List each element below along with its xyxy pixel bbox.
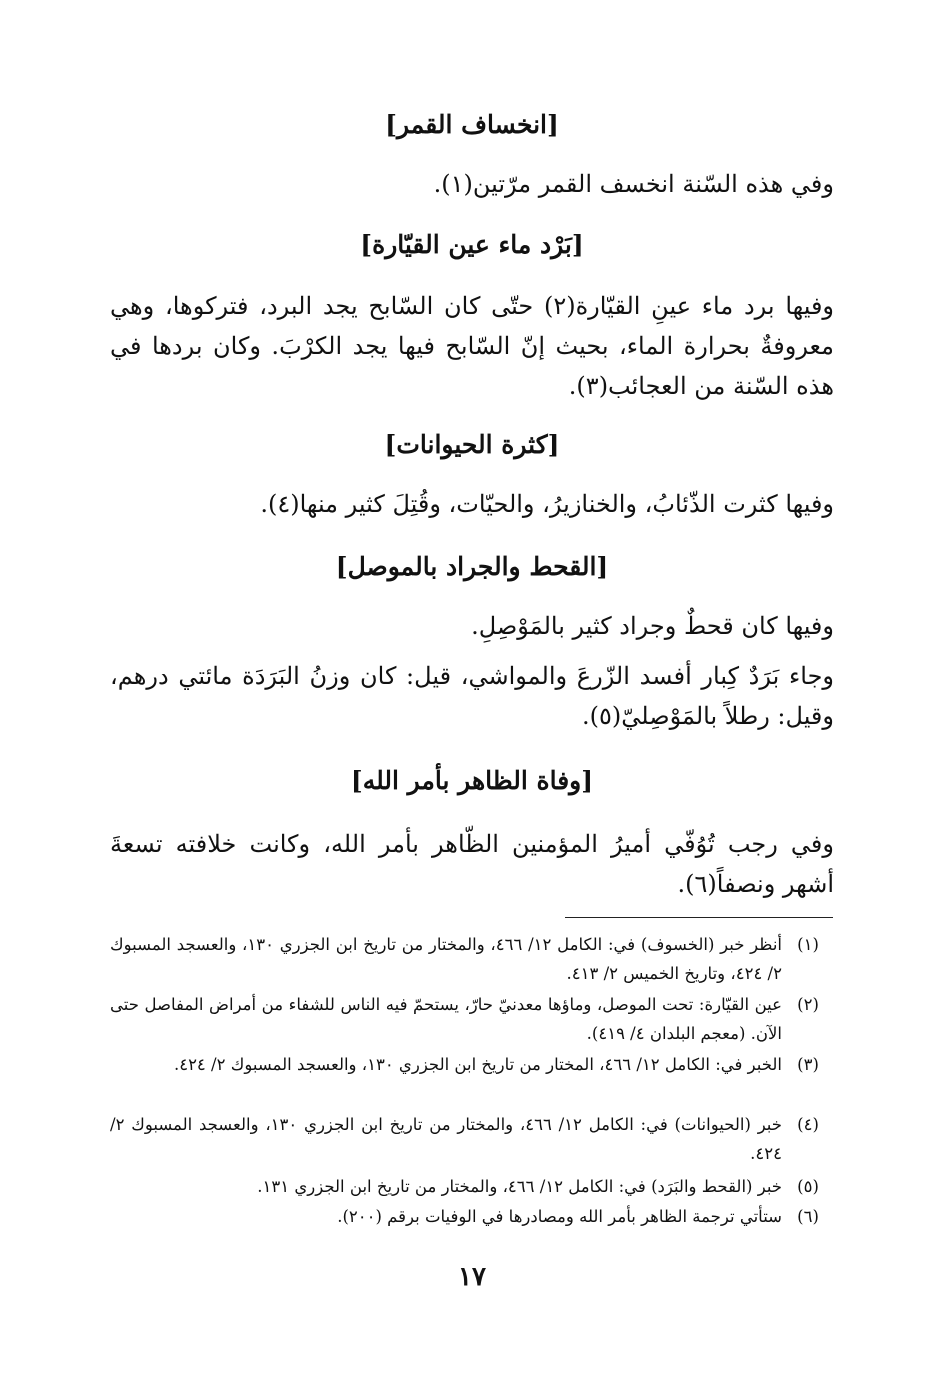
footnote-text: ستأتي ترجمة الظاهر بأمر الله ومصادرها في الوفيات برقم (٢٠٠). bbox=[337, 1207, 782, 1226]
footnote-number: (١) bbox=[797, 935, 819, 954]
paragraph: وفيها كثرت الذّئابُ، والخنازيرُ، والحيّات، وقُتِلَ كثير منها(٤). bbox=[260, 490, 834, 518]
section-body-death-of-al-zahir bbox=[110, 824, 834, 904]
section-heading-lunar-eclipse: [انخساف القمر] bbox=[385, 110, 559, 139]
paragraph: وجاء بَرَدٌ كِبار أفسد الزّرعَ والمواشي، قيل: كان وزنُ البَرَدَة مائتي درهم، وقيل: رطلاً بالمَوْصِليّ(٥). bbox=[110, 662, 835, 730]
footnote bbox=[110, 990, 834, 1048]
section-body-qayyara-spring bbox=[110, 286, 834, 406]
footnote-text: الخبر في: الكامل ١٢/ ٤٦٦، المختار من تاريخ ابن الجزري ١٣٠، والعسجد المسبوك ٢/ ٤٢٤. bbox=[173, 1055, 782, 1074]
section-heading-qayyara-spring: [بَرْد ماء عين القيّارة] bbox=[360, 230, 584, 259]
footnote-number: (٥) bbox=[797, 1177, 819, 1196]
footnote-number: (٤) bbox=[797, 1115, 819, 1134]
section-body-famine-locusts bbox=[110, 606, 834, 736]
footnote-text: أنظر خبر (الخسوف) في: الكامل ١٢/ ٤٦٦، والمختار من تاريخ ابن الجزري ١٣٠، والعسجد المسبوك ٢/ ٤٢٤، وتاريخ الخميس ٢/ ٤١٣. bbox=[110, 935, 782, 983]
footnote bbox=[110, 930, 834, 988]
section-body-animals bbox=[110, 484, 834, 524]
footnote-text: عين القيّارة: تحت الموصل، وماؤها معدنيّ حارّ، يستحمّ فيه الناس للشفاء من أمراض المفاصل حتى الآن. (معجم البلدان ٤/ ٤١٩). bbox=[110, 995, 782, 1043]
footnote-number: (٢) bbox=[797, 995, 819, 1014]
paragraph: وفي رجب تُوُفّي أميرُ المؤمنين الظّاهر بأمر الله، وكانت خلافته تسعةَ أشهر ونصفاً(٦). bbox=[110, 830, 834, 898]
section-body-lunar-eclipse bbox=[110, 164, 834, 204]
footnote-number: (٦) bbox=[797, 1207, 819, 1226]
paragraph: وفي هذه السّنة انخسف القمر مرّتين(١). bbox=[433, 170, 834, 198]
paragraph: وفيها برد ماء عينِ القيّارة(٢) حتّى كان السّابح يجد البرد، فتركوها، وهي معروفةٌ بحرارة الماء، بحيث إنّ السّابح فيها يجد الكرْبَ. وكان بردها في هذه السّنة من العجائب(٣). bbox=[110, 292, 835, 400]
paragraph: وفيها كان قحطٌ وجراد كثير بالمَوْصِلِ. bbox=[471, 612, 834, 640]
footnote bbox=[110, 1110, 834, 1168]
page-number: ١٧ bbox=[458, 1262, 486, 1292]
footnote bbox=[110, 1202, 834, 1231]
section-heading-death-of-al-zahir: [وفاة الظاهر بأمر الله] bbox=[350, 766, 594, 795]
section-heading-animals: [كثرة الحيوانات] bbox=[384, 430, 560, 459]
footnote-number: (٣) bbox=[797, 1055, 819, 1074]
footnote-text: خبر (الحيوانات) في: الكامل ١٢/ ٤٦٦، والمختار من تاريخ ابن الجزري ١٣٠، والعسجد المسبوك ٢/ ٤٢٤. bbox=[110, 1115, 782, 1163]
section-heading-famine-locusts: [القحط والجراد بالموصل] bbox=[335, 552, 609, 581]
footnote-text: خبر (القحط والبَرَد) في: الكامل ١٢/ ٤٦٦، والمختار من تاريخ ابن الجزري ١٣١. bbox=[257, 1177, 782, 1196]
footnote-divider bbox=[565, 917, 833, 918]
footnote bbox=[110, 1172, 834, 1201]
footnote bbox=[110, 1050, 834, 1079]
